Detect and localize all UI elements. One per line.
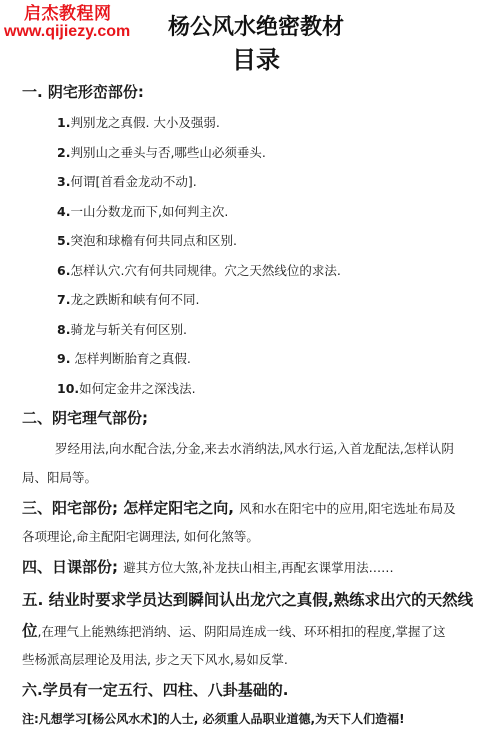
list-item-text: 判别龙之真假. 大小及强弱. (70, 115, 220, 130)
section3-rest: 风和水在阳宅中的应用,阳宅选址布局及 (239, 501, 456, 516)
list-item (57, 113, 220, 131)
list-item (57, 349, 191, 367)
section3-line2: 各项理论,命主配阳宅调理法, 如何化煞等。 (22, 529, 259, 544)
section5-line2-rest: ,在理气上能熟练把消纳、运、阴阳局连成一线、环环相扣的程度,掌握了这 (37, 624, 446, 639)
list-item-text: 判别山之垂头与否,哪些山必须垂头. (70, 145, 266, 160)
list-item-text: 如何定金井之深浅法. (79, 381, 196, 396)
list-item-text: 怎样认穴.穴有何共同规律。穴之天然线位的求法. (70, 263, 341, 278)
list-item-text: 骑龙与斩关有何区别. (70, 322, 187, 337)
list-item (57, 172, 197, 190)
watermark-url: www.qijiezy.com (4, 22, 131, 40)
list-item-number: 1. (57, 115, 71, 130)
list-item-text: 何谓[首看金龙动不动]. (70, 174, 197, 189)
list-item (57, 261, 341, 279)
section5-line3: 些杨派高层理论及用法, 步之天下风水,易如反掌. (22, 652, 288, 667)
list-item-number: 8. (57, 322, 71, 337)
section6-heading: 六.学员有一定五行、四柱、八卦基础的. (22, 681, 289, 699)
section4-heading (22, 556, 394, 577)
list-item (57, 290, 199, 308)
list-item (57, 379, 196, 397)
section3-heading (22, 497, 456, 518)
list-item-number: 3. (57, 174, 71, 189)
list-item-number: 6. (57, 263, 71, 278)
list-item (57, 320, 187, 338)
section2-line2: 局、阳局等。 (22, 470, 98, 485)
footer-note: 注:凡想学习[杨公风水术]的人士, 必须重人品职业道德,为天下人们造福! (22, 712, 405, 726)
section5-line2 (22, 619, 445, 641)
list-item-number: 9. (57, 351, 71, 366)
list-item-number: 2. (57, 145, 71, 160)
section1-heading: 一. 阴宅形峦部份: (22, 83, 144, 101)
section5-heading: 五. 结业时要求学员达到瞬间认出龙穴之真假,熟练求出穴的天然线 (22, 591, 474, 609)
list-item-number: 4. (57, 204, 71, 219)
list-item-text: 一山分数龙而下,如何判主次. (70, 204, 229, 219)
section3-heading-label: 三、阳宅部份; (22, 499, 118, 517)
page-subtitle: 目录 (232, 46, 280, 74)
list-item-number: 10. (57, 381, 80, 396)
list-item-text: 怎样判断胎育之真假. (70, 351, 191, 366)
section5-heading-cont: 位 (22, 622, 38, 640)
section2-heading: 二、阴宅理气部份; (22, 409, 148, 427)
section4-heading-label: 四、日课部份; (22, 558, 118, 576)
page-title: 杨公风水绝密教材 (167, 15, 344, 40)
list-item (57, 143, 266, 161)
list-item-text: 龙之跌断和峡有何不同. (70, 292, 200, 307)
list-item-text: 突泡和球檐有何共同点和区别. (70, 233, 237, 248)
watermark-site-name: 启杰教程网 (24, 4, 112, 24)
list-item-number: 5. (57, 233, 71, 248)
section2-line1: 罗经用法,向水配合法,分金,来去水消纳法,风水行运,入首龙配法,怎样认阴 (55, 441, 454, 456)
list-item (57, 202, 228, 220)
list-item-number: 7. (57, 292, 71, 307)
section4-rest: 避其方位大煞,补龙扶山相主,再配玄课掌用法…… (123, 560, 394, 575)
list-item (57, 231, 237, 249)
section3-heading-cont: 怎样定阳宅之向, (123, 499, 234, 517)
